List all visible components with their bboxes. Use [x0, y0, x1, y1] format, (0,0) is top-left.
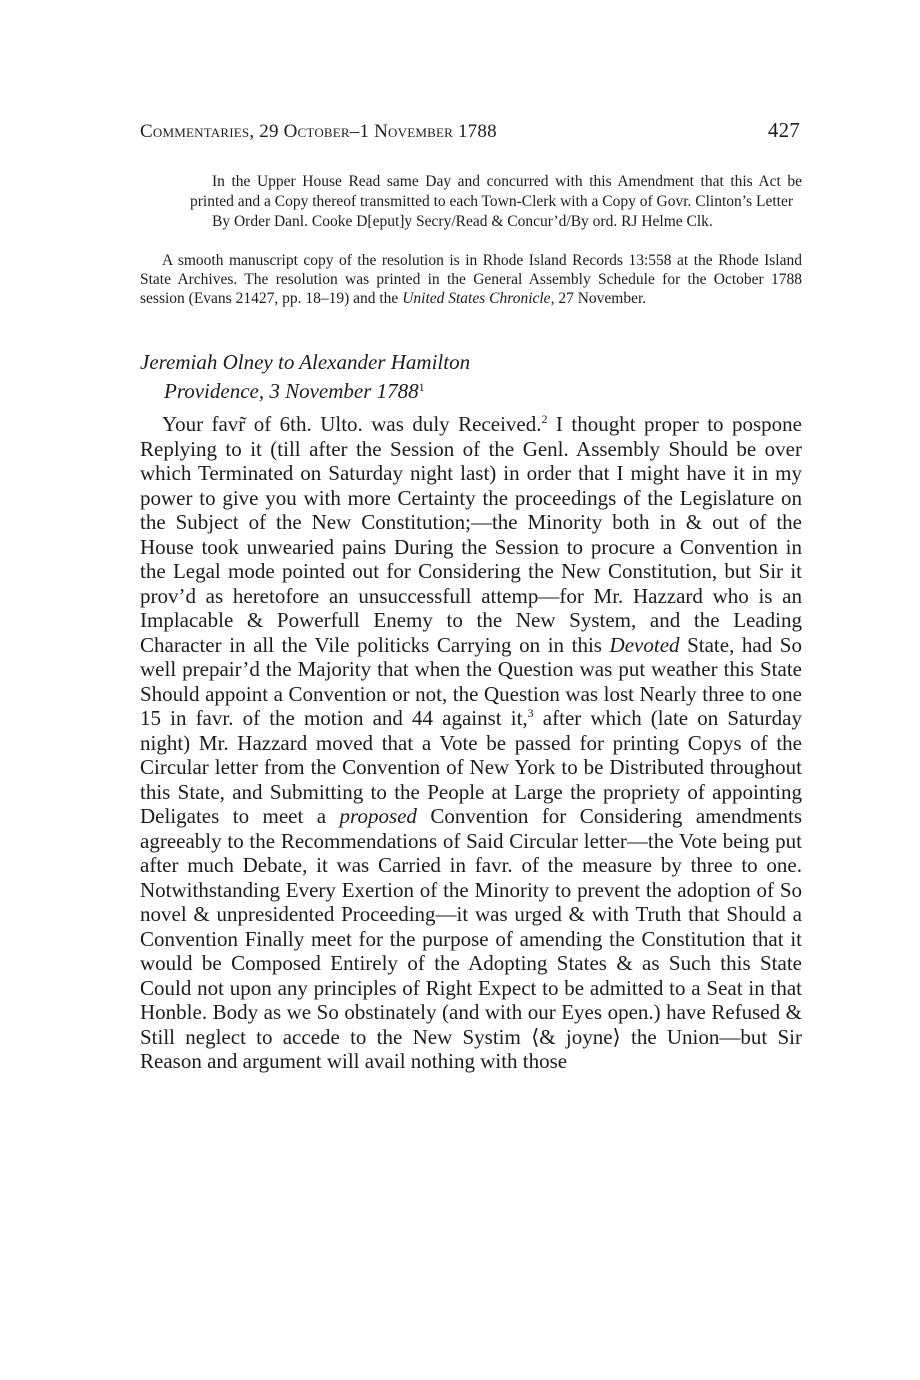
letter-body [140, 412, 802, 1074]
letter-text: Your favr̃ of 6th. Ulto. was duly Received. [162, 412, 542, 436]
page-number: 427 [767, 118, 800, 142]
letter-text: I thought proper to pospone Replying to it (till after the Session of the Genl. Assembly Should be over which Terminated on Saturday night last) in order that I might have it in my power to give you with more Certainty the proceedings of the Legislature on the Subject of the New Constitution;—the Minority both in & out of the House took unwearied pains During the Session to procure a Convention in the Legal mode pointed out for Considering the New Constitution, but Sir it prov’d as heretofore an unsuccessfull attemp—for Mr. Hazzard who is an Implacable & Powerfull Enemy to the New System, and the Leading Character in all the Vile politicks Carrying on in this [140, 412, 802, 657]
endorsement-block [190, 172, 802, 232]
source-note [140, 251, 802, 308]
letter-italic: proposed [339, 804, 417, 828]
letter-text: State, had So well prepair’d the Majority that when the Question was put weather this State Should appoint a Convention or not, the Question was lost Nearly three to one 15 in favr. of the motion and 44 against it, [140, 632, 802, 730]
source-note-text: A smooth manuscript copy of the resolution is in Rhode Island Records 13:558 at the Rhode Island State Archives. The resolution was printed in the General Assembly Schedule for the October 1788 session (Evans 21427, pp. 18–19) and the [140, 252, 802, 307]
document-dateline-text: Providence, 3 November 1788 [164, 379, 419, 403]
source-note-text-end: 27 November. [554, 290, 647, 307]
running-head-title: Commentaries, 29 October–1 November 1788 [140, 121, 497, 142]
letter-text: after which (late on Saturday night) Mr. Hazzard moved that a Vote be passed for printing Copys of the Circular letter from the Convention of New York to be Distributed throughout this State, and Submitting to the People at Large the propriety of appointing Deligates to meet a [140, 706, 802, 828]
running-head [140, 118, 802, 154]
footnote-ref: 3 [527, 706, 534, 720]
endorsement-paragraph: In the Upper House Read same Day and concurred with this Amendment that this Act be printed and a Copy thereof transmitted to each Town-Clerk with a Copy of Govr. Clinton’s Letter [190, 173, 802, 210]
document-heading [140, 350, 802, 404]
source-note-paragraph [140, 251, 802, 308]
endorsement-signature: By Order Danl. Cooke D[eput]y Secry/Read & Concur’d/By ord. RJ Helme Clk. [212, 213, 713, 230]
footnote-ref: 2 [541, 412, 548, 426]
letter-paragraph [140, 412, 802, 1074]
page [140, 118, 802, 1074]
source-note-italic-title: United States Chronicle, [402, 290, 555, 307]
letter-text: Convention for Considering amendments agreeably to the Recommendations of Said Circular letter—the Vote being put after much Debate, it was Carried in favr. of the measure by three to one. Notwithstanding Every Exertion of the Minority to prevent the adoption of So novel & unpresidented Proceeding—it was urged & with Truth that Should a Convention Finally meet for the purpose of amending the Constitution that it would be Composed Entirely of the Adopting States & as Such this State Could not upon any principles of Right Expect to be admitted to a Seat in that Honble. Body as we So obstinately (and with our Eyes open.) have Refused & Still neglect to accede to the New Systim ⟨& joyne⟩ the Union—but Sir Reason and argument will avail nothing with those [140, 804, 802, 1073]
footnote-ref: 1 [418, 380, 425, 394]
document-heading-title: Jeremiah Olney to Alexander Hamilton [140, 350, 471, 374]
letter-italic: Devoted [609, 632, 680, 657]
document-heading-dateline [140, 375, 802, 404]
